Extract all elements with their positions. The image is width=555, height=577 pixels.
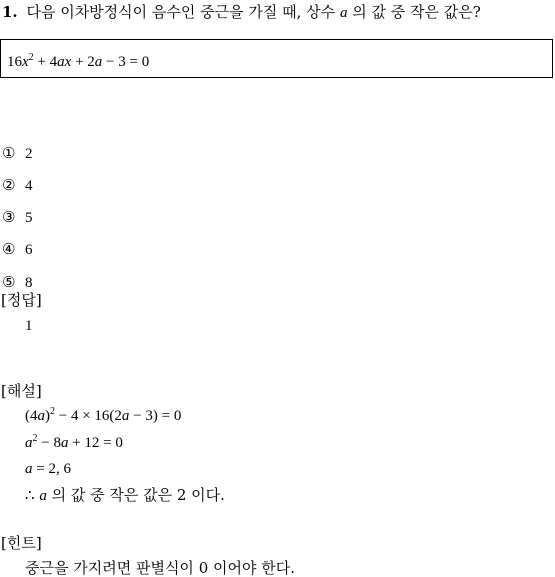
- choice-1: [2, 146, 33, 162]
- choice-mark: ④: [2, 240, 16, 258]
- choice-value: 2: [25, 146, 33, 162]
- choice-mark: ①: [2, 144, 16, 162]
- sol1-exp: 2: [50, 406, 55, 417]
- eq-coef: 16: [7, 54, 22, 70]
- eq-end: − 3 = 0: [102, 54, 150, 70]
- sol1-rest: − 4 × 16(2: [55, 408, 122, 424]
- answer-value: 1: [25, 318, 33, 334]
- therefore-symbol: ∴: [25, 488, 35, 504]
- question-text-start: 다음 이차방정식이 음수인 중근을 가질 때, 상수: [26, 3, 336, 21]
- solution-line-4: [25, 488, 225, 504]
- choice-5: [2, 275, 33, 291]
- sol1-a2: a: [121, 408, 130, 424]
- eq-a: a: [57, 54, 65, 70]
- eq-mid: + 4: [33, 54, 58, 70]
- question-variable: a: [339, 5, 348, 21]
- sol2-a: a: [25, 435, 33, 451]
- choice-3: [2, 210, 33, 226]
- choice-mark: ⑤: [2, 273, 16, 291]
- solution-line-1: [25, 406, 182, 424]
- hint-text: 중근을 가지려면 판별식이 0 이어야 한다.: [25, 559, 295, 577]
- eq-tail: + 2: [71, 54, 95, 70]
- eq-a2: a: [94, 54, 103, 70]
- solution-line-2: [25, 433, 123, 451]
- choice-value: 4: [25, 178, 33, 194]
- sol3-end: = 2, 6: [32, 461, 71, 477]
- sol4-text: 의 값 중 작은 값은 2 이다.: [46, 486, 225, 504]
- question-number: 1.: [2, 3, 18, 21]
- eq-x: x: [22, 54, 29, 70]
- eq-x2: x: [64, 54, 72, 70]
- sol2-end: + 12 = 0: [68, 435, 123, 451]
- choice-mark: ③: [2, 208, 16, 226]
- sol1-close: ): [45, 408, 50, 424]
- sol1-a: a: [37, 408, 45, 424]
- answer-label: [정답]: [1, 291, 42, 309]
- sol2-mid: − 8: [37, 435, 61, 451]
- choice-2: [2, 178, 33, 194]
- solution-line-3: [25, 462, 71, 477]
- choice-value: 8: [25, 275, 33, 291]
- sol2-a2: a: [60, 435, 69, 451]
- sol2-exp: 2: [32, 433, 38, 444]
- sol3-a: a: [25, 461, 33, 477]
- sol4-a: a: [39, 488, 47, 504]
- question-line: [2, 5, 481, 21]
- sol1-end: − 3) = 0: [129, 408, 182, 424]
- hint-label: [힌트]: [1, 534, 42, 552]
- choice-value: 5: [25, 210, 33, 226]
- solution-label: [해설]: [1, 382, 42, 400]
- choice-mark: ②: [2, 176, 16, 194]
- equation: [7, 54, 149, 70]
- sol1-open: (4: [25, 408, 38, 424]
- choice-4: [2, 242, 33, 258]
- choice-value: 6: [25, 242, 33, 258]
- question-text-end: 의 값 중 작은 값은?: [352, 3, 481, 21]
- eq-exp: 2: [28, 52, 34, 63]
